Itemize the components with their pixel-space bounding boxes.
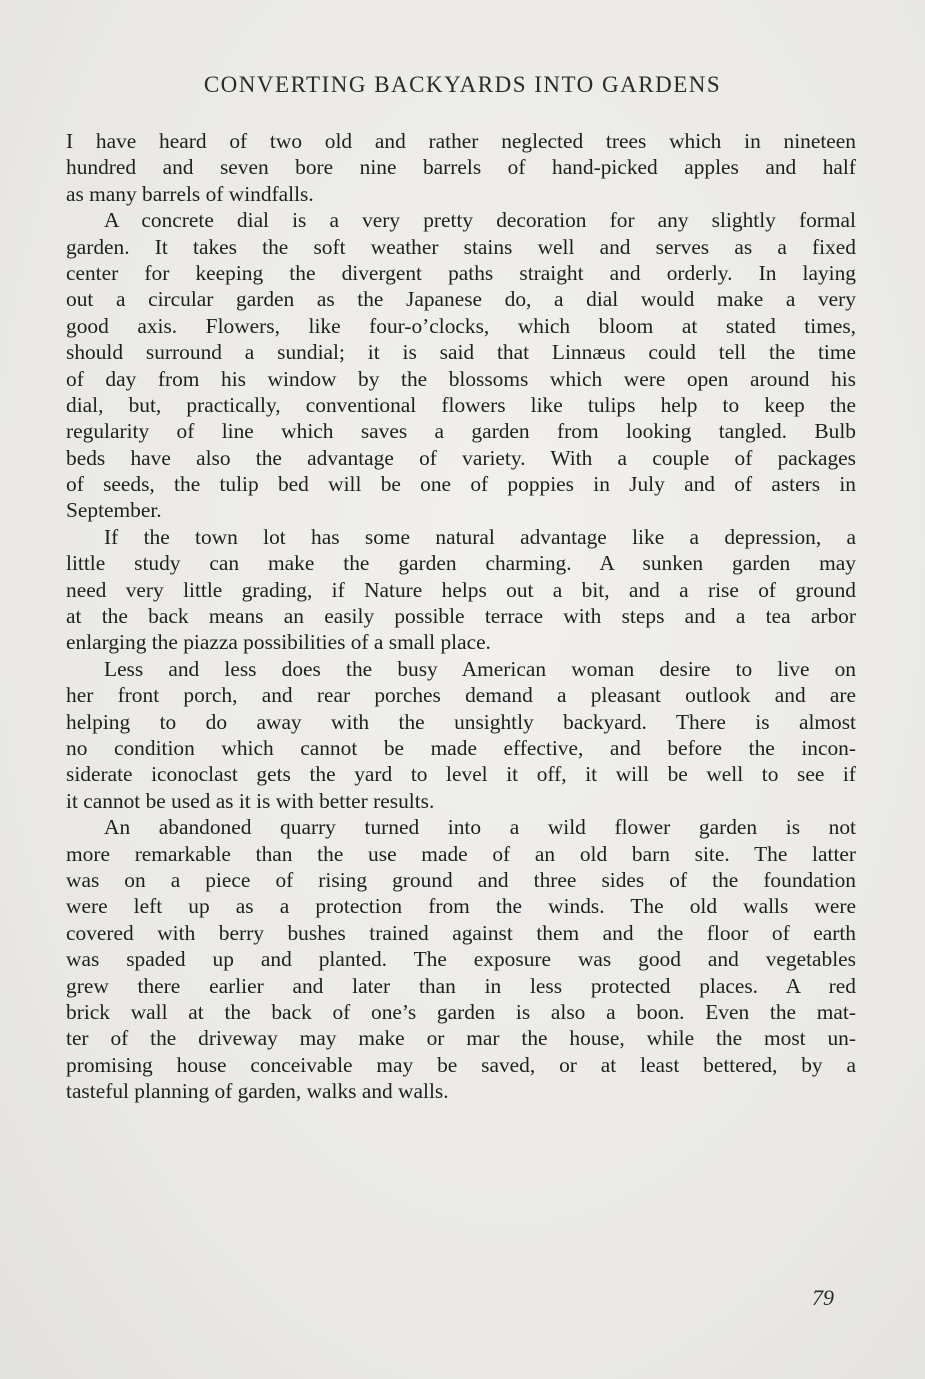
text-line: beds have also the advantage of variety. With a couple of packages [66, 445, 856, 470]
text-line: tasteful planning of garden, walks and walls. [66, 1079, 449, 1104]
text-line: helping to do away with the unsightly backyard. There is almost [66, 709, 856, 734]
text-line: as many barrels of windfalls. [66, 181, 314, 206]
text-line: no condition which cannot be made effective, and before the incon- [66, 735, 856, 760]
text-line: good axis. Flowers, like four-o’clocks, which bloom at stated times, [66, 313, 856, 338]
running-head: CONVERTING BACKYARDS INTO GARDENS [203, 72, 722, 97]
text-line: grew there earlier and later than in less protected places. A red [66, 973, 856, 998]
text-line: promising house conceivable may be saved, or at least bettered, by a [66, 1052, 856, 1077]
text-line: her front porch, and rear porches demand a pleasant outlook and are [66, 683, 856, 708]
text-line: it cannot be used as it is with better results. [66, 788, 435, 813]
text-line: regularity of line which saves a garden from looking tangled. Bulb [66, 419, 856, 444]
text-line: out a circular garden as the Japanese do, a dial would make a very [66, 287, 856, 312]
text-line: September. [66, 498, 162, 523]
text-line: siderate iconoclast gets the yard to level it off, it will be well to see if [66, 762, 856, 787]
text-line: of seeds, the tulip bed will be one of poppies in July and of asters in [66, 472, 856, 497]
text-line: I have heard of two old and rather neglected trees which in nineteen [66, 129, 856, 153]
text-line: need very little grading, if Nature helps out a bit, and a rise of ground [66, 577, 856, 602]
text-line: at the back means an easily possible terrace with steps and a tea arbor [66, 604, 856, 629]
page-number: 79 [812, 1285, 834, 1310]
paragraph-first-line: A concrete dial is a very pretty decoration for any slightly formal [104, 208, 856, 233]
text-line: more remarkable than the use made of an old barn site. The latter [66, 841, 856, 866]
text-line: little study can make the garden charming. A sunken garden may [66, 551, 856, 576]
text-line: of day from his window by the blossoms which were open around his [66, 366, 856, 391]
text-line: brick wall at the back of one’s garden is also a boon. Even the mat- [66, 999, 856, 1024]
body-text [66, 128, 856, 1104]
text-line: enlarging the piazza possibilities of a small place. [66, 630, 491, 655]
text-line: were left up as a protection from the winds. The old walls were [66, 894, 856, 919]
text-line: garden. It takes the soft weather stains well and serves as a fixed [66, 234, 856, 259]
text-line: was on a piece of rising ground and three sides of the foundation [66, 867, 856, 892]
text-line: center for keeping the divergent paths straight and orderly. In laying [66, 260, 856, 285]
text-line: ter of the driveway may make or mar the house, while the most un- [66, 1026, 856, 1051]
text-line: was spaded up and planted. The exposure was good and vegetables [66, 947, 856, 972]
paragraph-first-line: Less and less does the busy American woman desire to live on [104, 656, 856, 681]
text-line: should surround a sundial; it is said that Linnæus could tell the time [66, 340, 856, 365]
text-line: covered with berry bushes trained against them and the floor of earth [66, 920, 856, 945]
paragraph-first-line: If the town lot has some natural advantage like a depression, a [104, 524, 856, 549]
text-line: hundred and seven bore nine barrels of hand-picked apples and half [66, 155, 856, 180]
paragraph-first-line: An abandoned quarry turned into a wild flower garden is not [104, 815, 856, 840]
text-line: dial, but, practically, conventional flowers like tulips help to keep the [66, 392, 856, 417]
